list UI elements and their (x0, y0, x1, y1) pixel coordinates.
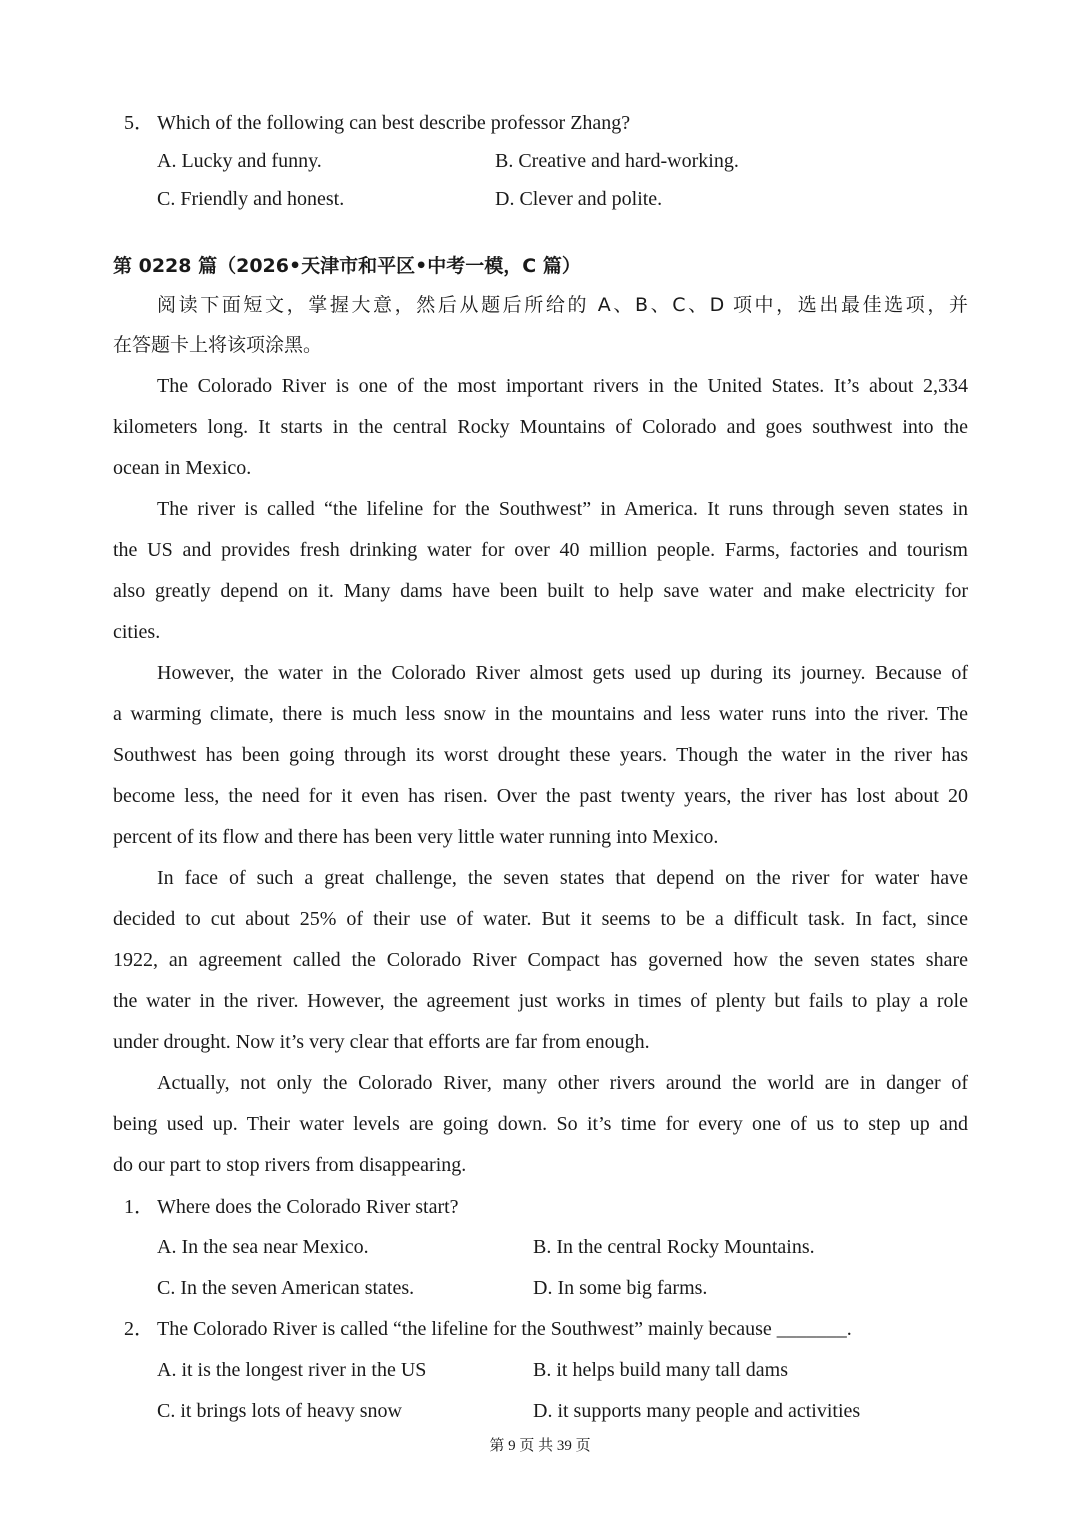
passage-line: In face of such a great challenge, the seven states that depend on the river for water have (157, 867, 968, 889)
passage-line: a warming climate, there is much less snow in the mountains and less water runs into the river. The (113, 703, 968, 725)
instruction-line: 阅读下面短文，掌握大意，然后从题后所给的 A、B、C、D 项中，选出最佳选项，并 (157, 294, 968, 316)
passage-line: become less, the need for it even has risen. Over the past twenty years, the river has lost about 20 (113, 785, 968, 807)
passage-line: cities. (113, 621, 161, 643)
instruction-line: 在答题卡上将该项涂黑。 (113, 334, 323, 356)
q1-option-a: A. In the sea near Mexico. (157, 1236, 369, 1258)
q5-option-b: B. Creative and hard-working. (495, 150, 739, 172)
q5-option-a: A. Lucky and funny. (157, 150, 322, 172)
passage-line: Southwest has been going through its worst drought these years. Though the water in the river has (113, 744, 968, 766)
q2-number: 2． (124, 1318, 154, 1340)
q1-option-d: D. In some big farms. (533, 1277, 708, 1299)
q5-question: Which of the following can best describe professor Zhang? (157, 112, 631, 134)
passage-line: However, the water in the Colorado River almost gets used up during its journey. Because of (157, 662, 968, 684)
passage-line: ocean in Mexico. (113, 457, 252, 479)
q2-option-a: A. it is the longest river in the US (157, 1359, 427, 1381)
section-heading: 第 0228 篇（2026•天津市和平区•中考一模，C 篇） (113, 255, 581, 277)
q1-option-c: C. In the seven American states. (157, 1277, 415, 1299)
passage-line: kilometers long. It starts in the central Rocky Mountains of Colorado and goes southwest into the (113, 416, 968, 438)
passage-line: decided to cut about 25% of their use of water. But it seems to be a difficult task. In fact, since (113, 908, 968, 930)
page-footer: 第 9 页 共 39 页 (489, 1438, 591, 1454)
passage-line: the US and provides fresh drinking water for over 40 million people. Farms, factories and tourism (113, 539, 968, 561)
passage-line: also greatly depend on it. Many dams have been built to help save water and make electricity for (113, 580, 968, 602)
q2-question: The Colorado River is called “the lifeline for the Southwest” mainly because _______. (157, 1318, 852, 1340)
q1-number: 1． (124, 1196, 154, 1218)
passage-line: percent of its flow and there has been very little water running into Mexico. (113, 826, 719, 848)
passage-line: The Colorado River is one of the most important rivers in the United States. It’s about 2,334 (157, 375, 968, 397)
passage-line: The river is called “the lifeline for the Southwest” in America. It runs through seven states in (157, 498, 968, 520)
passage-line: do our part to stop rivers from disappearing. (113, 1154, 467, 1176)
q2-option-c: C. it brings lots of heavy snow (157, 1400, 402, 1422)
q1-option-b: B. In the central Rocky Mountains. (533, 1236, 815, 1258)
passage-line: Actually, not only the Colorado River, many other rivers around the world are in danger of (157, 1072, 968, 1094)
q1-question: Where does the Colorado River start? (157, 1196, 459, 1218)
q5-option-d: D. Clever and polite. (495, 188, 663, 210)
passage-line: under drought. Now it’s very clear that efforts are far from enough. (113, 1031, 650, 1053)
passage-line: being used up. Their water levels are going down. So it’s time for every one of us to step up and (113, 1113, 968, 1135)
q2-option-b: B. it helps build many tall dams (533, 1359, 788, 1381)
passage-line: 1922, an agreement called the Colorado River Compact has governed how the seven states share (113, 949, 968, 971)
passage-line: the water in the river. However, the agreement just works in times of plenty but fails to play a role (113, 990, 968, 1012)
q5-number: 5． (124, 112, 154, 134)
q2-option-d: D. it supports many people and activities (533, 1400, 861, 1422)
q5-option-c: C. Friendly and honest. (157, 188, 345, 210)
